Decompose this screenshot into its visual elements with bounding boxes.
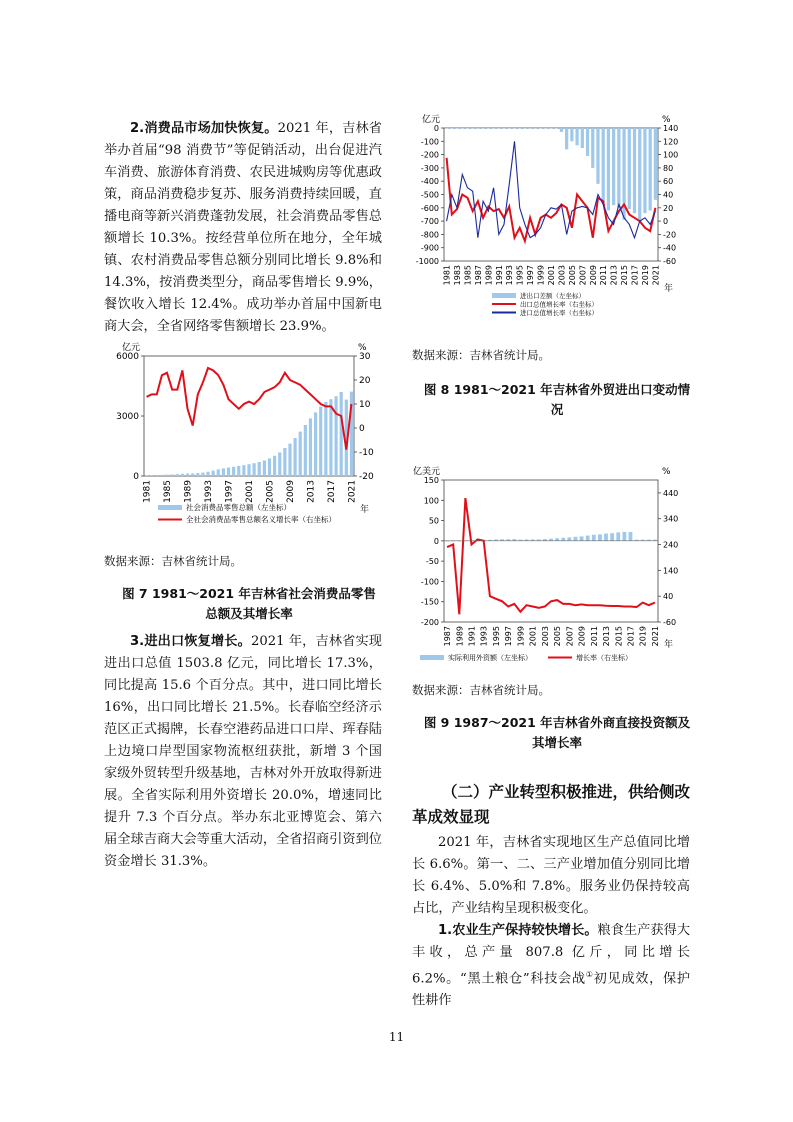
right-tick-label: 100 <box>663 150 679 160</box>
bar-1981 <box>145 475 148 476</box>
sec3-title: 3.进出口恢复增长。 <box>130 634 251 649</box>
x-tick-label: 1997 <box>526 265 536 286</box>
fig7-chart <box>104 338 384 534</box>
bar-2013 <box>309 418 312 476</box>
bar-2003 <box>258 462 261 476</box>
bar-1994 <box>513 128 516 129</box>
plot-frame <box>144 356 354 476</box>
bar-1991 <box>196 473 199 476</box>
x-tick-label: 1989 <box>183 480 194 503</box>
x-tick-label: 2015 <box>614 626 624 647</box>
bar-1991 <box>497 128 500 129</box>
bar-1993 <box>206 472 209 476</box>
x-tick-label: 2009 <box>285 480 296 503</box>
left-tick-label: 0 <box>433 124 439 133</box>
left-tick-label: -200 <box>420 618 439 627</box>
sec3-paragraph <box>104 631 382 873</box>
right-unit-label: % <box>358 343 367 353</box>
x-tick-label: 2011 <box>589 626 599 647</box>
bar-1992 <box>502 128 505 129</box>
bar-1995 <box>518 128 521 129</box>
left-tick-label: 0 <box>133 472 139 482</box>
bar-2007 <box>278 452 281 476</box>
section-heading: （二）产业转型积极推进，供给侧改革成效显现 <box>412 783 691 826</box>
x-tick-label: 2021 <box>651 265 661 286</box>
legend-swatch-bar <box>158 505 182 510</box>
right-tick-label: -60 <box>663 257 677 266</box>
bar-2019 <box>643 128 646 213</box>
x-tick-label: 2017 <box>326 480 337 503</box>
bar-1983 <box>155 475 158 476</box>
x-tick-label: 1999 <box>516 626 526 647</box>
bar-2013 <box>612 128 615 205</box>
bar-2016 <box>622 532 626 541</box>
plot-frame <box>444 128 658 261</box>
bar-2008 <box>574 537 578 541</box>
left-tick-label: -300 <box>420 163 439 173</box>
right-tick-label: 20 <box>663 203 674 213</box>
bar-2020 <box>649 128 652 210</box>
left-tick-label: -400 <box>420 177 439 187</box>
bar-1996 <box>523 128 526 129</box>
bar-2016 <box>628 128 631 209</box>
x-unit-label: 年 <box>664 284 674 294</box>
left-tick-label: -800 <box>420 230 439 240</box>
agri-body: 粮食生产获得大丰收，总产量 807.8 亿斤，同比增长 6.2%。“黑土粮仓”科技会战 <box>412 923 691 987</box>
bar-2017 <box>629 532 633 541</box>
fig8-chart <box>410 108 695 322</box>
left-tick-label: -50 <box>425 557 439 567</box>
x-tick-label: 1981 <box>442 265 452 286</box>
agri-body-2: 初见成效，保护性耕作 <box>412 971 691 1009</box>
x-tick-label: 1981 <box>142 480 153 503</box>
bar-2011 <box>299 432 302 476</box>
bar-1983 <box>455 128 458 129</box>
left-tick-label: 3000 <box>116 412 139 422</box>
fig8-caption: 图 8 1981～2021 年吉林省外贸进出口变动情况 <box>423 382 691 417</box>
bar-1995 <box>217 469 220 476</box>
page-number: 11 <box>388 1030 405 1044</box>
bar-2018 <box>334 396 337 476</box>
bar-2002 <box>253 463 256 476</box>
fig9-chart <box>410 455 695 665</box>
right-tick-label: 440 <box>663 488 679 498</box>
sec2-body: 2021 年，吉林省举办首届“98 消费节”等促销活动，出台促进汽车消费、旅游体育消费、农民进城购房等优惠政策，商品消费稳步复苏、服务消费持续回暖，直播电商等新兴消费蓬勃发展，社会消费品零售总额增长 10.3%。按经营单位所在地分，全年城镇、农村消费品零售总额分别同比增长 9.8%和 14.3%，按消费类型分，商品零售增长 9.9%，餐饮收入增长 12.4%。成功举办首届中国新电商大会，全省网络零售额增长 23.9%。 <box>104 121 382 334</box>
right-tick-label: 140 <box>663 566 679 576</box>
x-tick-label: 1991 <box>494 265 504 286</box>
bar-1994 <box>212 471 215 476</box>
x-tick-label: 2017 <box>626 626 636 647</box>
x-tick-label: 2003 <box>540 626 550 647</box>
bar-1982 <box>150 475 153 476</box>
fig7-caption: 图 7 1981～2021 年吉林省社会消费品零售总额及其增长率 <box>122 586 376 621</box>
bar-2007 <box>581 128 584 148</box>
legend-label: 出口总值增长率（右坐标） <box>520 300 598 309</box>
legend-label: 全社会消费品零售总额名义增长率（右坐标） <box>186 515 336 524</box>
x-tick-label: 1991 <box>467 626 477 647</box>
right-tick-label: -20 <box>663 230 677 240</box>
bar-1988 <box>181 474 184 476</box>
bar-2014 <box>617 128 620 208</box>
bar-1997 <box>227 468 230 476</box>
legend-label: 实际利用外资额（左坐标） <box>448 654 532 662</box>
bar-1985 <box>165 475 168 476</box>
left-tick-label: -150 <box>420 597 439 607</box>
bar-2019 <box>340 392 343 476</box>
x-unit-label: 年 <box>360 505 370 515</box>
bar-2014 <box>314 412 317 476</box>
bar-2017 <box>633 128 636 213</box>
bar-2001 <box>247 464 250 476</box>
x-tick-label: 2013 <box>602 626 612 647</box>
bar-2009 <box>580 536 584 540</box>
right-tick-label: -20 <box>359 472 374 482</box>
bar-2011 <box>602 128 605 202</box>
x-tick-label: 1993 <box>204 480 215 503</box>
fig8-source: 数据来源：吉林省统计局。 <box>412 348 550 362</box>
bar-2005 <box>268 458 271 476</box>
right-tick-label: 20 <box>359 376 371 386</box>
x-tick-label: 1985 <box>463 265 473 286</box>
bar-2021 <box>654 128 657 200</box>
x-tick-label: 1987 <box>473 265 483 286</box>
x-tick-label: 2009 <box>577 626 587 647</box>
bar-1984 <box>461 128 464 129</box>
bar-2008 <box>586 128 589 156</box>
x-tick-label: 2019 <box>638 626 648 647</box>
bar-1996 <box>222 468 225 476</box>
right-tick-label: 80 <box>663 163 674 173</box>
legend-swatch-bar <box>420 655 444 660</box>
left-unit-label: 亿元 <box>421 115 440 125</box>
x-tick-label: 2001 <box>528 626 538 647</box>
x-tick-label: 1995 <box>515 265 525 286</box>
right-tick-label: 60 <box>663 177 674 187</box>
x-tick-label: 1993 <box>479 626 489 647</box>
left-tick-label: -500 <box>420 190 439 200</box>
bar-2007 <box>567 537 571 540</box>
bar-2010 <box>294 438 297 476</box>
legend-label: 增长率（右坐标） <box>576 654 632 662</box>
x-tick-label: 2007 <box>578 265 588 286</box>
x-tick-label: 2001 <box>547 265 556 286</box>
bar-2012 <box>304 425 307 476</box>
right-tick-label: 40 <box>663 592 674 602</box>
left-tick-label: -100 <box>420 137 439 147</box>
x-tick-label: 1989 <box>484 265 494 286</box>
bar-2006 <box>575 128 578 145</box>
right-tick-label: 0 <box>663 217 669 227</box>
bar-1989 <box>487 128 490 129</box>
bar-1985 <box>466 128 469 129</box>
x-tick-label: 2013 <box>609 265 619 286</box>
bar-2008 <box>283 448 286 476</box>
bar-1984 <box>160 475 163 476</box>
left-unit-label: 亿元 <box>121 343 140 353</box>
x-tick-label: 1995 <box>491 626 501 647</box>
fig7-source: 数据来源：吉林省统计局。 <box>104 554 242 568</box>
x-tick-label: 1993 <box>505 265 515 286</box>
x-tick-label: 2013 <box>306 480 317 503</box>
bar-2005 <box>555 538 559 541</box>
bar-1992 <box>201 473 204 476</box>
right-unit-label: % <box>662 467 671 477</box>
left-tick-label: 0 <box>433 536 439 546</box>
sec2-paragraph <box>104 118 382 338</box>
left-tick-label: -900 <box>420 243 439 253</box>
bar-2000 <box>544 128 547 129</box>
x-tick-label: 2007 <box>565 626 575 647</box>
right-tick-label: -60 <box>663 618 677 627</box>
bar-2009 <box>288 444 291 476</box>
bar-2017 <box>329 399 332 476</box>
right-tick-label: 30 <box>359 352 371 362</box>
bar-2001 <box>549 128 552 129</box>
bar-2002 <box>555 128 558 129</box>
bar-1987 <box>476 128 479 129</box>
bar-1981 <box>445 128 448 129</box>
bar-2013 <box>604 534 608 541</box>
line-series-red <box>447 498 655 614</box>
x-tick-label: 1987 <box>443 626 453 647</box>
bar-2006 <box>273 456 276 476</box>
left-tick-label: 100 <box>423 496 439 506</box>
x-tick-label: 1999 <box>536 265 546 286</box>
right-tick-label: 240 <box>663 540 679 550</box>
left-tick-label: -700 <box>420 217 439 227</box>
right-tick-label: 120 <box>663 137 679 147</box>
x-unit-label: 年 <box>664 640 674 650</box>
left-tick-label: -1000 <box>415 257 439 266</box>
bar-2012 <box>607 128 610 210</box>
bar-2004 <box>263 460 266 476</box>
bar-1999 <box>539 128 542 129</box>
right-tick-label: -40 <box>663 243 677 253</box>
bar-2004 <box>549 539 553 541</box>
bar-1998 <box>232 467 235 476</box>
x-tick-label: 2009 <box>588 265 598 286</box>
agri-title: 1.农业生产保持较快增长。 <box>438 923 598 938</box>
x-tick-label: 2005 <box>553 626 563 647</box>
bar-2005 <box>570 128 573 141</box>
right-tick-label: -10 <box>359 448 374 458</box>
left-tick-label: 150 <box>423 476 439 485</box>
left-tick-label: 50 <box>428 516 439 526</box>
x-tick-label: 2005 <box>567 265 577 286</box>
x-tick-label: 1989 <box>455 626 465 647</box>
left-tick-label: -600 <box>420 203 439 213</box>
bar-1997 <box>529 128 532 129</box>
bar-1998 <box>534 128 537 129</box>
bar-2014 <box>610 533 614 541</box>
bar-2015 <box>616 532 620 541</box>
bar-2006 <box>561 538 565 541</box>
bar-2010 <box>596 128 599 184</box>
fig9-caption: 图 9 1987～2021 年吉林省外商直接投资额及其增长率 <box>423 715 691 750</box>
x-tick-label: 2021 <box>650 626 660 647</box>
bar-1993 <box>508 128 511 129</box>
bar-2016 <box>324 402 327 476</box>
bar-1999 <box>237 466 240 476</box>
bar-2018 <box>638 128 641 220</box>
x-tick-label: 2001 <box>245 480 255 503</box>
right-tick-label: 340 <box>663 514 679 524</box>
bar-2012 <box>598 534 602 540</box>
bar-1990 <box>191 473 194 476</box>
bar-1986 <box>171 474 174 476</box>
x-tick-label: 1997 <box>504 626 514 647</box>
x-tick-label: 2015 <box>620 265 630 286</box>
x-tick-label: 2021 <box>347 480 358 503</box>
bar-2011 <box>592 535 596 541</box>
bar-1989 <box>186 474 189 476</box>
left-tick-label: 6000 <box>116 352 139 362</box>
left-unit-label: 亿美元 <box>412 467 440 477</box>
bar-2003 <box>560 128 563 132</box>
legend-label: 进出口差额（左坐标） <box>520 292 585 300</box>
right-tick-label: 10 <box>359 400 371 410</box>
bar-2015 <box>319 407 322 476</box>
right-tick-label: 0 <box>359 424 365 434</box>
agri-paragraph <box>412 920 690 1012</box>
left-tick-label: -100 <box>420 577 439 587</box>
x-tick-label: 1985 <box>163 480 174 503</box>
bar-2010 <box>586 536 590 541</box>
footnote-marker: ① <box>585 970 594 979</box>
right-tick-label: 40 <box>663 190 674 200</box>
x-tick-label: 2003 <box>557 265 567 286</box>
fig9-source: 数据来源：吉林省统计局。 <box>412 683 550 697</box>
bar-1987 <box>176 474 179 476</box>
bar-1990 <box>492 128 495 129</box>
x-tick-label: 2019 <box>640 265 650 286</box>
left-tick-label: -200 <box>420 150 439 160</box>
x-tick-label: 1997 <box>224 480 235 503</box>
legend-swatch-bar <box>492 293 516 298</box>
bar-2009 <box>591 128 594 168</box>
sec3-body: 2021 年，吉林省实现进出口总值 1503.8 亿元，同比增长 17.3%，同比提高 15.6 个百分点。其中，进口同比增长 16%，出口同比增长 21.5%。长春临空经济示范区正式揭牌，长春空港药品进口口岸、珲春陆上边境口岸型国家物流枢纽获批，新增 3 个国家级外贸转型升级基地，吉林对外开放取得新进展。全省实际利用外资增长 20.0%，增速同比提升 7.3 个百分点。举办东北亚博览会、第六届全球吉商大会等重大活动，全省招商引资到位资金增长 31.3%。 <box>104 634 382 869</box>
sec2-title: 2.消费品市场加快恢复。 <box>130 121 278 136</box>
x-tick-label: 2011 <box>599 265 609 286</box>
bar-1982 <box>450 128 453 129</box>
bar-2004 <box>565 128 568 149</box>
bar-1988 <box>482 128 485 129</box>
legend-label: 进口总值增长率（右坐标） <box>520 309 598 317</box>
right-unit-label: % <box>662 115 671 125</box>
x-tick-label: 1983 <box>453 265 463 286</box>
legend-label: 社会消费品零售总额（左坐标） <box>186 503 291 512</box>
gdp-paragraph: 2021 年，吉林省实现地区生产总值同比增长 6.6%。第一、二、三产业增加值分别同比增长 6.4%、5.0%和 7.8%。服务业仍保持较高占比，产业结构呈现积极变化。 <box>412 835 690 916</box>
x-tick-label: 2017 <box>630 265 640 286</box>
right-tick-label: 140 <box>663 124 679 133</box>
bar-1986 <box>471 128 474 129</box>
bar-2000 <box>242 465 245 476</box>
x-tick-label: 2005 <box>265 480 276 503</box>
